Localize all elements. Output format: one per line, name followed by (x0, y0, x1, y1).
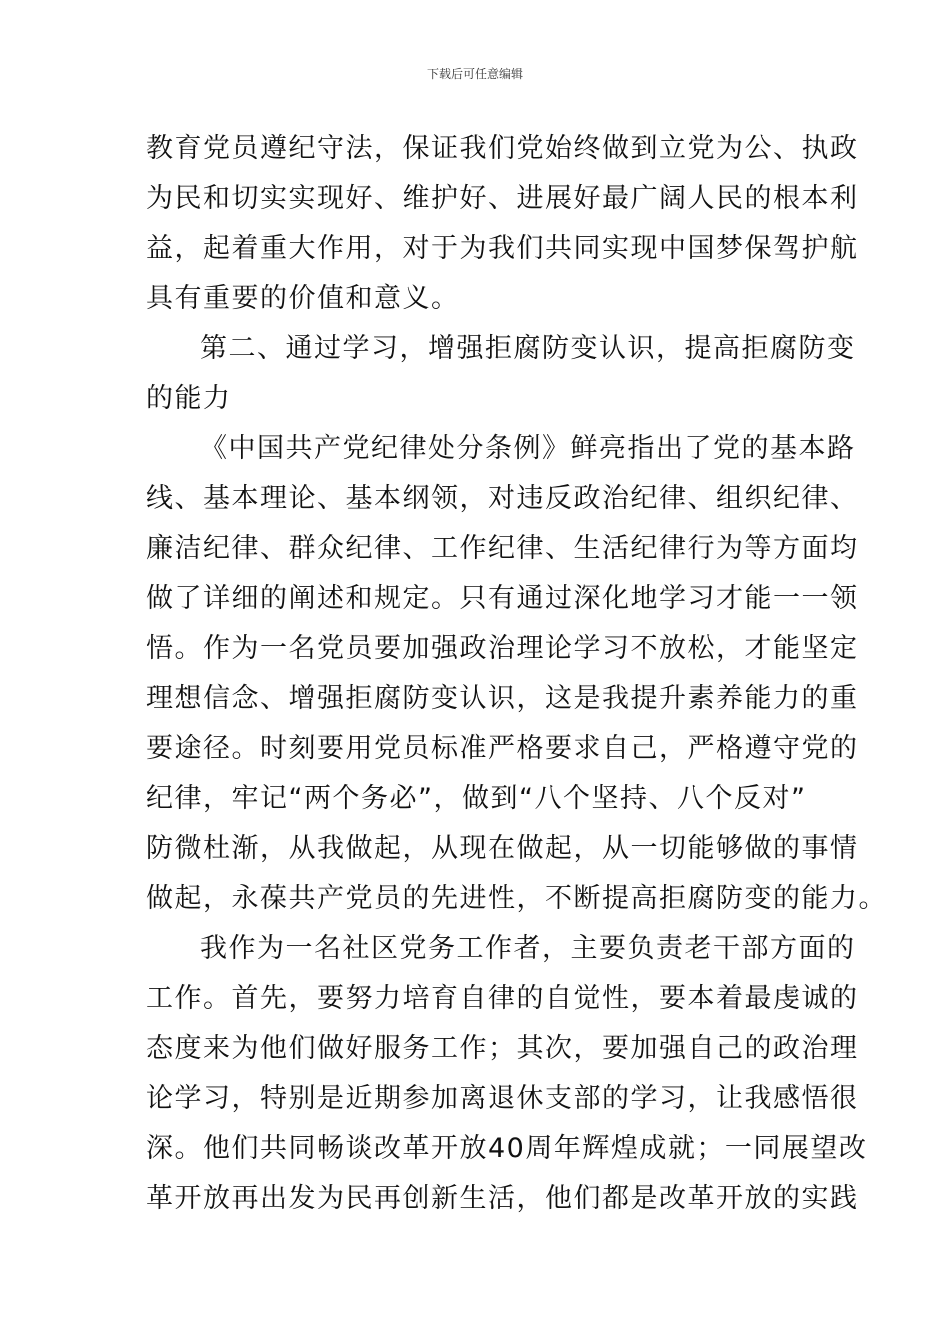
text-line: 为民和切实实现好、维护好、进展好最广阔人民的根本利 (146, 183, 859, 214)
text-line: 态度来为他们做好服务工作；其次，要加强自己的政治理 (146, 1033, 859, 1064)
text-line: 我作为一名社区党务工作者，主要负责老干部方面的 (200, 933, 856, 964)
text-line: 做起，永葆共产党员的先进性，不断提高拒腐防变的能力。 (146, 883, 887, 914)
text-line: 防微杜渐，从我做起，从现在做起，从一切能够做的事情 (146, 833, 859, 864)
text-line: 做了详细的阐述和规定。只有通过深化地学习才能一一领 (146, 583, 859, 614)
text-line: 革开放再出发为民再创新生活，他们都是改革开放的实践 (146, 1183, 859, 1214)
text-line: 《中国共产党纪律处分条例》鲜亮指出了党的基本路 (200, 433, 856, 464)
text-line: 具有重要的价值和意义。 (146, 283, 460, 314)
text-line: 教育党员遵纪守法，保证我们党始终做到立党为公、执政 (146, 133, 859, 164)
paragraph-heading (146, 324, 856, 424)
document-body (146, 124, 887, 1224)
paragraph (146, 124, 859, 324)
text-line: 纪律，牢记“两个务必”，做到“八个坚持、八个反对” (146, 783, 807, 814)
text-line: 深。他们共同畅谈改革开放40周年辉煌成就；一同展望改 (146, 1133, 868, 1164)
paragraph (146, 424, 887, 924)
text-line: 理想信念、增强拒腐防变认识，这是我提升素养能力的重 (146, 683, 859, 714)
text-line: 廉洁纪律、群众纪律、工作纪律、生活纪律行为等方面均 (146, 533, 859, 564)
text-line: 益，起着重大作用，对于为我们共同实现中国梦保驾护航 (146, 233, 859, 264)
text-line: 工作。首先，要努力培育自律的自觉性，要本着最虔诚的 (146, 983, 859, 1014)
text-line: 的能力 (146, 383, 232, 414)
page-header: 下载后可任意编辑 (426, 67, 523, 81)
text-line: 第二、通过学习，增强拒腐防变认识，提高拒腐防变 (200, 333, 856, 364)
text-line: 论学习，特别是近期参加离退休支部的学习，让我感悟很 (146, 1083, 859, 1114)
paragraph (146, 924, 868, 1224)
text-line: 悟。作为一名党员要加强政治理论学习不放松，才能坚定 (146, 633, 859, 664)
text-line: 线、基本理论、基本纲领，对违反政治纪律、组织纪律、 (146, 483, 859, 514)
text-line: 要途径。时刻要用党员标准严格要求自己，严格遵守党的 (146, 733, 859, 764)
